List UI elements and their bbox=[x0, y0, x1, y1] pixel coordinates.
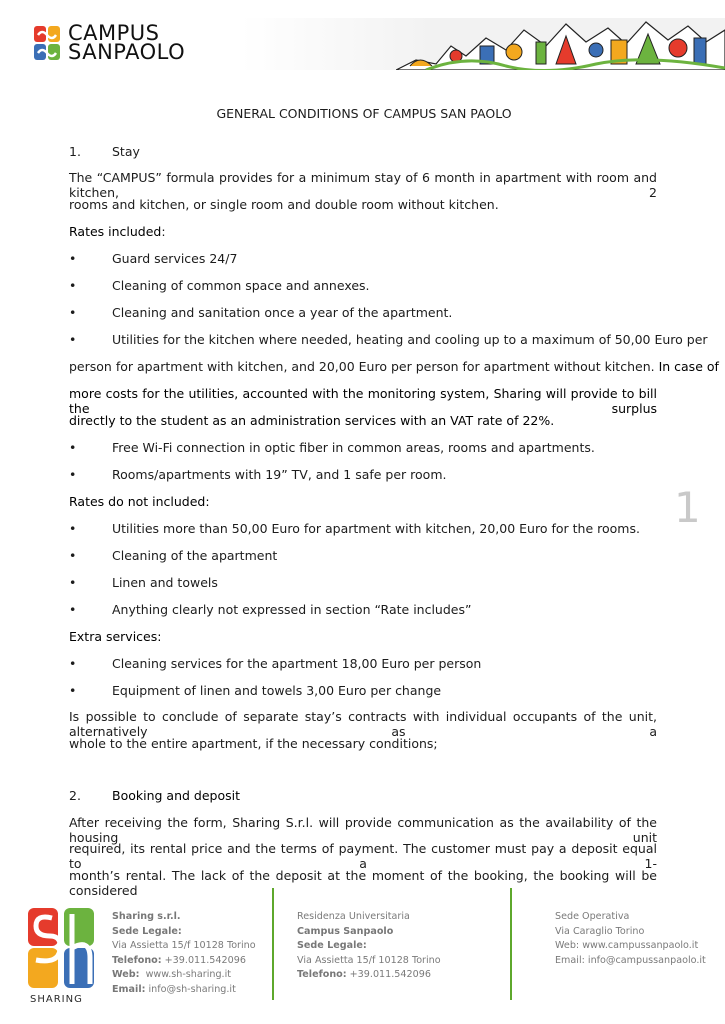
campus-logo-mark-icon bbox=[34, 26, 60, 60]
sharing-logo-text: SHARING bbox=[30, 994, 83, 1005]
paragraph-line: required, its rental price and the terms of payment. The customer must pay a deposit equal to a 1- bbox=[69, 841, 657, 871]
section-number: 1. bbox=[69, 144, 81, 159]
section-2-heading bbox=[69, 788, 240, 803]
section-number: 2. bbox=[69, 788, 81, 803]
page-footer bbox=[0, 900, 725, 1024]
section-title: Stay bbox=[112, 144, 140, 159]
rates-not-included-label: Rates do not included: bbox=[69, 494, 210, 509]
footer-divider bbox=[510, 888, 512, 1000]
page-header bbox=[0, 0, 725, 80]
footer-column-company: Sharing s.r.l. Sede Legale: Via Assietta 15/f 10128 Torino Telefono: +39.011.542096 Web: www.sh-sharing.it Email: info@sh-sharing.it bbox=[112, 911, 256, 995]
rates-included-label: Rates included: bbox=[69, 224, 166, 239]
section-1-heading bbox=[69, 144, 140, 159]
footer-column-residence: Residenza Universitaria Campus Sanpaolo Sede Legale: Via Assietta 15/f 10128 Torino Telefono: +39.011.542096 bbox=[297, 911, 441, 981]
sharing-logo-mark-icon bbox=[28, 908, 100, 992]
paragraph-line: After receiving the form, Sharing S.r.l. will provide communication as the availability of the housing unit bbox=[69, 815, 657, 845]
extra-services-label: Extra services: bbox=[69, 629, 162, 644]
page-number: 1 bbox=[674, 483, 701, 532]
paragraph-line: whole to the entire apartment, if the necessary conditions; bbox=[69, 736, 438, 751]
sharing-logo bbox=[28, 908, 100, 1005]
paragraph-line: month’s rental. The lack of the deposit at the moment of the booking, the booking will be considered bbox=[69, 868, 657, 898]
paragraph-line: person for apartment with kitchen, and 20,00 Euro per person for apartment without kitchen. In case of bbox=[69, 359, 719, 374]
sharing-website-link[interactable]: www.sh-sharing.it bbox=[145, 969, 232, 981]
city-illustration-icon bbox=[396, 16, 725, 70]
logo-line-sanpaolo: SANPAOLO bbox=[68, 40, 186, 64]
section-title: Booking and deposit bbox=[112, 788, 240, 803]
footer-column-operations: Sede Operativa Via Caraglio Torino Web: www.campussanpaolo.it Email: info@campussanpaolo.it bbox=[555, 911, 706, 966]
paragraph-line: more costs for the utilities, accounted with the monitoring system, Sharing will provide to bill the surplus bbox=[69, 386, 657, 416]
paragraph-line: directly to the student as an administration services with an VAT rate of 22%. bbox=[69, 413, 555, 428]
campus-sanpaolo-logo bbox=[34, 21, 244, 64]
paragraph-line: The “CAMPUS” formula provides for a minimum stay of 6 month in apartment with room and kitchen, 2 bbox=[69, 170, 657, 200]
paragraph-line: Is possible to conclude of separate stay’s contracts with individual occupants of the unit, alternatively as a bbox=[69, 709, 657, 739]
logo-line-campus: CAMPUS bbox=[68, 21, 160, 45]
paragraph-line: rooms and kitchen, or single room and double room without kitchen. bbox=[69, 197, 499, 212]
document-title: GENERAL CONDITIONS OF CAMPUS SAN PAOLO bbox=[216, 106, 512, 121]
footer-divider bbox=[272, 888, 274, 1000]
